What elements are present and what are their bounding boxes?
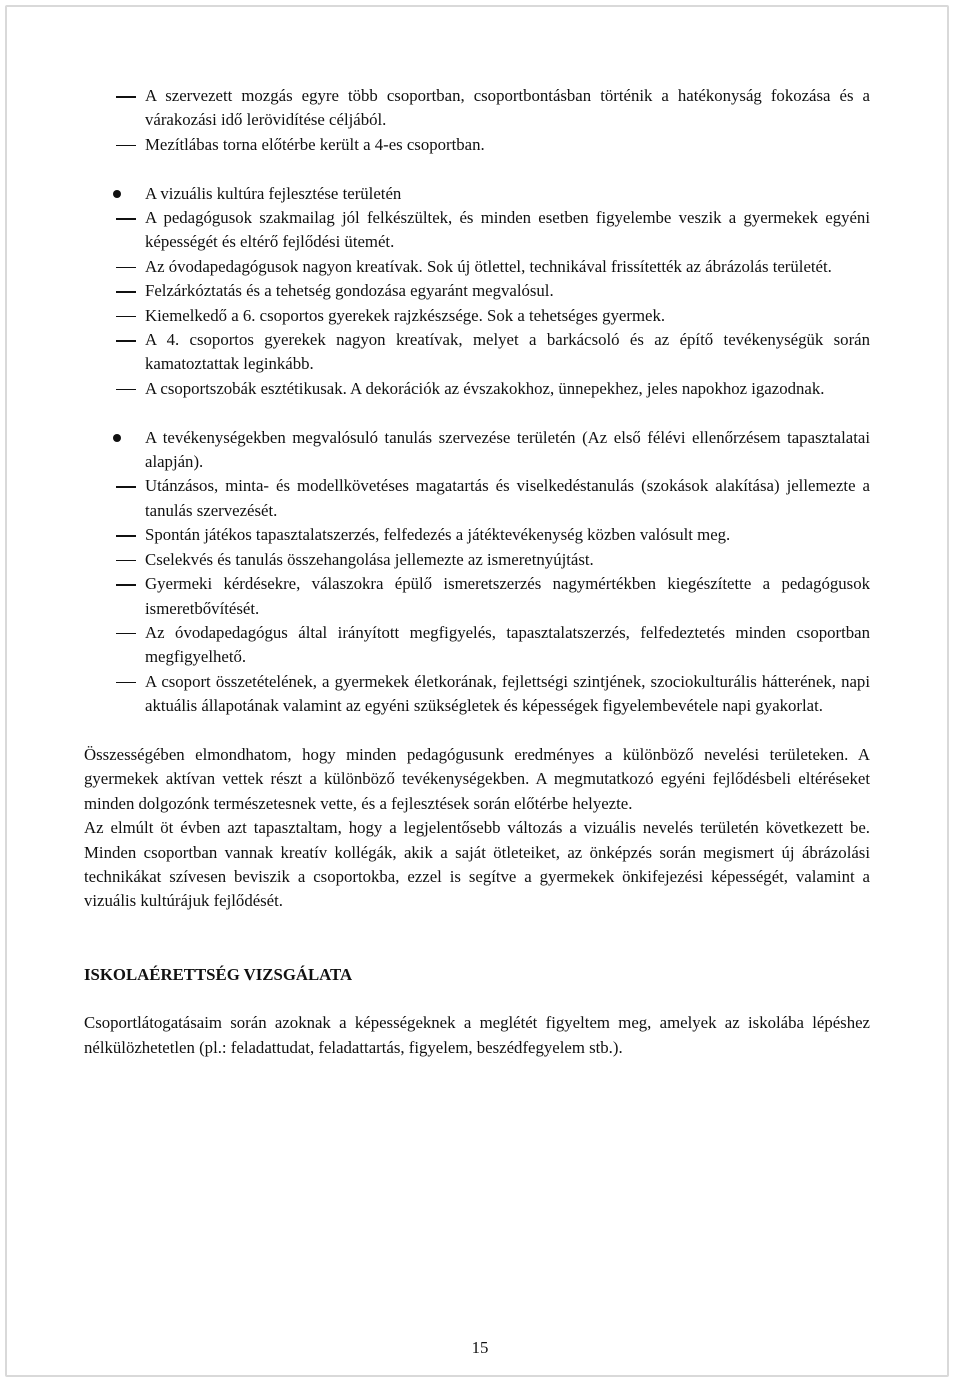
section-heading-tanulas [84,426,870,475]
list-item [84,279,870,303]
list-item [84,133,870,157]
list-item-text: Kiemelkedő a 6. csoportos gyerekek rajzkészsége. Sok a tehetséges gyermek. [145,305,666,325]
list-item-text: Utánzásos, minta- és modellkövetéses magatartás és viselkedéstanulás (szokások alakítása) jellemezte a tanulás szervezését. [145,476,870,520]
list-item [84,255,870,279]
list-item [84,328,870,377]
list-item-text: Gyermeki kérdésekre, válaszokra épülő ismeretszerzés nagymértékben kiegészítette a pedagógusok ismeretbővítését. [145,574,870,618]
list-item-text: Spontán játékos tapasztalatszerzés, felfedezés a játéktevékenység közben valósult meg. [145,525,731,545]
page-content [84,84,870,1060]
page-number: 15 [471,1338,489,1357]
list-item [84,548,870,572]
list-item-text: A pedagógusok szakmailag jól felkészültek, és minden esetben figyelembe veszik a gyermekek egyéni képességét és eltérő fejlődési ütemét. [145,208,870,252]
list-item [84,621,870,670]
list-item-text: Az óvodapedagógusok nagyon kreatívak. Sok új ötlettel, technikával frissítették az ábrázolás területét. [145,256,832,276]
tanulas-section [84,426,870,719]
list-item [84,523,870,547]
section-heading-text: A tevékenységekben megvalósuló tanulás szervezése területén (Az első félévi ellenőrzésem tapasztalatai alapján). [145,427,870,472]
list-item-text: Az óvodapedagógus által irányított megfigyelés, tapasztalatszerzés, felfedeztetés minden csoportban megfigyelhető. [145,622,870,667]
section-heading-text: A vizuális kultúra fejlesztése területén [145,183,402,203]
summary-paragraph-2: Az elmúlt öt évben azt tapasztaltam, hogy a legjelentősebb változás a vizuális nevelés területén következett be. Minden csoportban vannak kreatív kollégák, akik a saját ötleteiket, az önképzés során megismert új ábrázolási technikákat szívesen beviszik a csoportokba, ezzel is segítve a gyermekek önkifejezési képességét, valamint a vizuális kultúrájuk fejlődését. [84,818,870,911]
list-item [84,572,870,621]
list-item [84,474,870,523]
list-item-text: Felzárkóztatás és a tehetség gondozása egyaránt megvalósul. [145,281,554,301]
list-item-text: A 4. csoportos gyerekek nagyon kreatívak, melyet a barkácsoló és az építő tevékenységük során kamatoztattak leginkább. [145,330,870,374]
list-item-text: Mezítlábas torna előtérbe került a 4-es csoportban. [145,134,485,154]
list-item [84,304,870,328]
list-item-text: A szervezett mozgás egyre több csoportban, csoportbontásban történik a hatékonyság fokozása és a várakozási idő lerövidítése céljából. [145,86,870,130]
vizualis-section [84,182,870,402]
section-title-iskolaerettseg: ISKOLAÉRETTSÉG VIZSGÁLATA [84,964,353,984]
list-item-text: A csoport összetételének, a gyermekek életkorának, fejlettségi szintjének, szociokulturális hátterének, napi aktuális állapotának valamint az egyéni szükségletek és képességek figyelembevétele napi gyakorlat. [145,671,870,716]
list-item-text: A csoportszobák esztétikusak. A dekorációk az évszakokhoz, ünnepekhez, jeles napokhoz igazodnak. [145,378,825,398]
iskola-paragraph: Csoportlátogatásaim során azoknak a képességeknek a meglétét figyeltem meg, amelyek az iskolába lépéshez nélkülözhetetlen (pl.: feladattudat, feladattartás, figyelem, beszédfegyelem stb.). [84,1013,870,1057]
list-item [84,206,870,255]
list-item [84,84,870,133]
list-item [84,377,870,401]
section-heading-vizualis [84,182,870,206]
intro-list [84,84,870,157]
list-item [84,670,870,719]
summary-paragraph-1: Összességében elmondhatom, hogy minden pedagógusunk eredményes a különböző nevelési területeken. A gyermekek aktívan vettek részt a különböző tevékenységekben. A megmutatkozó egyéni fejlődésbeli eltéréseket minden dolgozónk természetesnek vette, és a fejlesztések során előtérbe helyezte. [84,744,870,813]
list-item-text: Cselekvés és tanulás összehangolása jellemezte az ismeretnyújtást. [145,549,594,569]
